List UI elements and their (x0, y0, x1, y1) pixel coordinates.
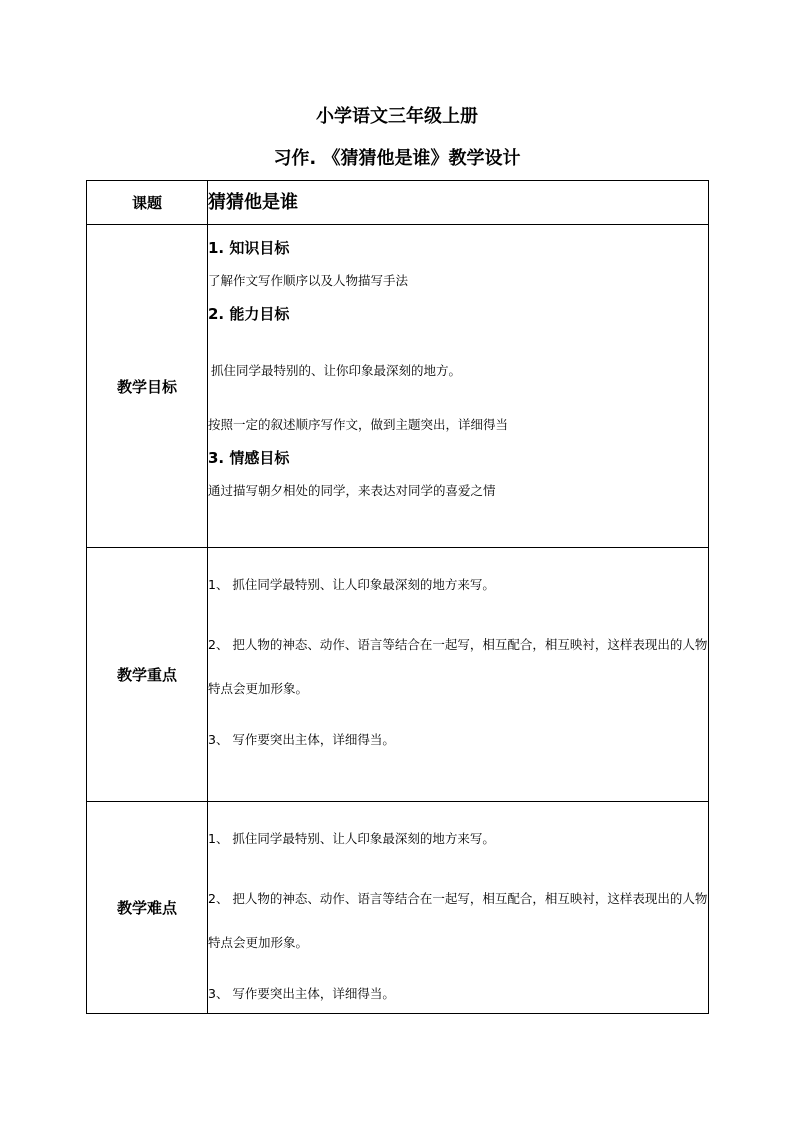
document-subtitle: 习作. 《猜猜他是谁》教学设计 (273, 148, 521, 169)
difficulty-point-2: 2、 把人物的神态、动作、语言等结合在一起写，相互配合，相互映衬，这样表现出的人物特点会更加形象。 (208, 891, 708, 950)
table-row-difficulty (87, 802, 709, 1014)
lesson-plan-table (86, 180, 709, 1014)
emotion-goal-text: 通过描写朝夕相处的同学，来表达对同学的喜爱之情 (208, 483, 496, 498)
difficulty-point-1: 1、 抓住同学最特别、让人印象最深刻的地方来写。 (208, 831, 495, 846)
table-row-focus (87, 548, 709, 802)
knowledge-goal-heading: 1. 知识目标 (208, 239, 290, 257)
goals-label: 教学目标 (87, 225, 208, 548)
difficulty-point-3: 3、 写作要突出主体，详细得当。 (208, 986, 395, 1001)
table-row-topic (87, 181, 709, 225)
focus-cell (208, 548, 709, 802)
table-row-goals (87, 225, 709, 548)
emotion-goal-heading: 3. 情感目标 (208, 449, 290, 467)
difficulty-label: 教学难点 (87, 802, 208, 1014)
topic-label: 课题 (87, 181, 208, 225)
focus-point-1: 1、 抓住同学最特别、让人印象最深刻的地方来写。 (208, 577, 495, 592)
topic-value: 猜猜他是谁 (208, 192, 298, 213)
knowledge-goal-text: 了解作文写作顺序以及人物描写手法 (208, 273, 409, 288)
document-title: 小学语文三年级上册 (316, 106, 478, 127)
topic-cell (208, 181, 709, 225)
ability-goal-text-2: 按照一定的叙述顺序写作文，做到主题突出，详细得当 (208, 417, 509, 432)
ability-goal-heading: 2. 能力目标 (208, 305, 290, 323)
goals-cell (208, 225, 709, 548)
focus-label: 教学重点 (87, 548, 208, 802)
focus-point-3: 3、 写作要突出主体，详细得当。 (208, 732, 395, 747)
ability-goal-text-1: 抓住同学最特别的、让你印象最深刻的地方。 (211, 363, 462, 378)
difficulty-cell (208, 802, 709, 1014)
focus-point-2: 2、 把人物的神态、动作、语言等结合在一起写，相互配合，相互映衬，这样表现出的人物特点会更加形象。 (208, 637, 708, 696)
